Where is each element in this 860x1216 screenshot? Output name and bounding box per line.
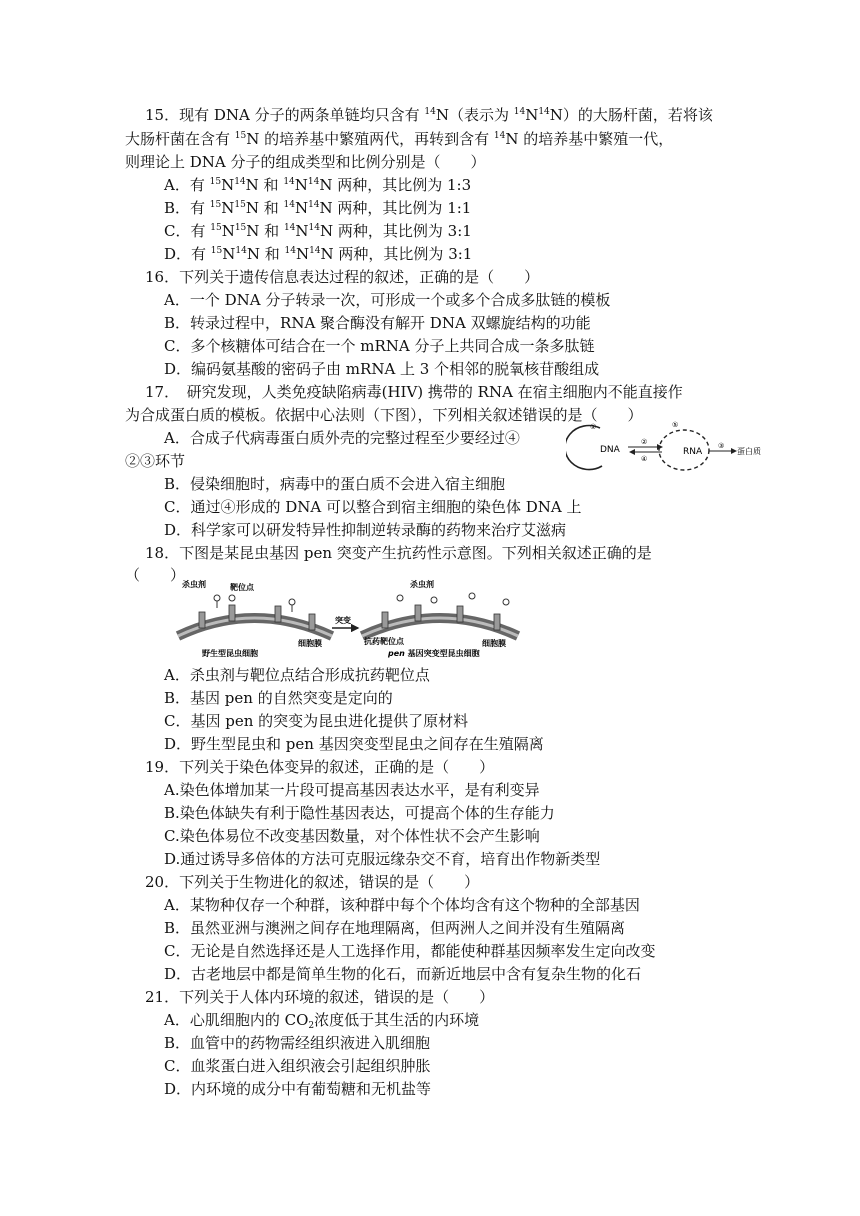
label-4: ④ — [641, 455, 648, 463]
q20-option-d[interactable]: D．古老地层中都是简单生物的化石，而新近地层中含有复杂生物的化石 — [164, 965, 642, 983]
wild-target-protein — [275, 606, 281, 622]
pen-mutation-figure — [172, 578, 524, 660]
q15-option-c[interactable]: C．有 $^{15}N^{15}N$ 和 $^{14}N^{14}N$ 两种，其比例为 3:1 — [164, 222, 472, 240]
wild-target-protein — [199, 612, 205, 628]
q15-option-a[interactable]: A．有 $^{15}N^{14}N$ 和 $^{14}N^{14}N$ 两种，其比例为 1:3 — [164, 176, 472, 194]
label-membrane-right: 细胞膜 — [482, 639, 506, 648]
label-3: ③ — [718, 442, 725, 450]
q19-option-d[interactable]: D.通过诱导多倍体的方法可克服远缘杂交不育，培育出作物新类型 — [164, 850, 601, 868]
q16-option-b[interactable]: B．转录过程中，RNA 聚合酶没有解开 DNA 双螺旋结构的功能 — [164, 314, 591, 332]
insecticide-molecule — [229, 595, 235, 601]
label-membrane-left: 细胞膜 — [298, 639, 322, 648]
wild-target-protein — [309, 614, 315, 630]
insecticide-molecule — [214, 595, 220, 601]
q17-option-a-line2[interactable]: ②③环节 — [125, 452, 186, 470]
q15-stem-line2: 大肠杆菌在含有 $^{15}$N 的培养基中繁殖两代，再转到含有 $^{14}$N 的培养基中繁殖一代， — [125, 130, 674, 148]
q15-stem-line3: 则理论上 DNA 分子的组成类型和比例分别是（ ） — [125, 153, 486, 171]
q15-option-d[interactable]: D．有 $^{15}N^{14}N$ 和 $^{14}N^{14}N$ 两种，其比例为 3:1 — [164, 245, 473, 263]
protein-label: 蛋白质 — [737, 447, 761, 456]
label-resistant-site: 抗药靶位点 — [364, 637, 404, 646]
q17-option-a-line1[interactable]: A．合成子代病毒蛋白质外壳的完整过程至少要经过④ — [164, 429, 520, 447]
q15-stem-line1: 15．现有 DNA 分子的两条单链均只含有 $^{14}$N（表示为 $^{14}N^{14}N$）的大肠杆菌，若将该 — [145, 106, 713, 124]
insecticide-molecule — [289, 599, 295, 605]
label-5: ⑤ — [672, 421, 679, 429]
q21-option-b[interactable]: B．血管中的药物需经组织液进入肌细胞 — [164, 1034, 431, 1052]
q21-option-d[interactable]: D．内环境的成分中有葡萄糖和无机盐等 — [164, 1080, 432, 1098]
replication-arc — [566, 426, 602, 470]
q19-option-a[interactable]: A.染色体增加某一片段可提高基因表达水平，是有利变异 — [164, 781, 540, 799]
q21-option-c[interactable]: C．血浆蛋白进入组织液会引起组织肿胀 — [164, 1057, 431, 1075]
insecticide-molecule — [503, 599, 509, 605]
q15-option-b[interactable]: B．有 $^{15}N^{15}N$ 和 $^{14}N^{14}N$ 两种，其比例为 1:1 — [164, 199, 472, 217]
q16-option-d[interactable]: D．编码氨基酸的密码子由 mRNA 上 3 个相邻的脱氧核苷酸组成 — [164, 360, 600, 378]
label-mutation: 突变 — [335, 616, 351, 625]
q18-stem-line1: 18．下图是某昆虫基因 pen 突变产生抗药性示意图。下列相关叙述正确的是 — [145, 544, 652, 562]
caption-wild-type: 野生型昆虫细胞 — [202, 649, 258, 658]
q18-option-a[interactable]: A．杀虫剂与靶位点结合形成抗药靶位点 — [164, 666, 430, 684]
q16-option-c[interactable]: C．多个核糖体可结合在一个 mRNA 分子上共同合成一条多肽链 — [164, 337, 595, 355]
dna-label: DNA — [600, 445, 620, 455]
q17-option-c[interactable]: C．通过④形成的 DNA 可以整合到宿主细胞的染色体 DNA 上 — [164, 498, 582, 516]
resistant-target-protein — [494, 614, 500, 630]
q18-stem-line2: （ ） — [125, 566, 186, 584]
insecticide-molecule — [469, 593, 475, 599]
resistant-target-protein — [415, 605, 421, 621]
label-target-site: 靶位点 — [230, 583, 254, 592]
q19-option-c[interactable]: C.染色体易位不改变基因数量，对个体性状不会产生影响 — [164, 827, 540, 845]
wild-target-protein — [229, 605, 235, 621]
label-1: ① — [590, 423, 597, 431]
q17-option-d[interactable]: D．科学家可以研发特异性抑制逆转录酶的药物来治疗艾滋病 — [164, 521, 567, 539]
q17-stem-line2: 为合成蛋白质的模板。依据中心法则（下图），下列相关叙述错误的是（ ） — [125, 406, 643, 424]
q18-option-b[interactable]: B．基因 pen 的自然突变是定向的 — [164, 689, 393, 707]
caption-mutant: pen 基因突变型昆虫细胞 — [388, 649, 480, 658]
q16-stem: 16．下列关于遗传信息表达过程的叙述，正确的是（ ） — [145, 268, 540, 286]
q18-option-d[interactable]: D．野生型昆虫和 pen 基因突变型昆虫之间存在生殖隔离 — [164, 735, 544, 753]
insecticide-molecule — [397, 595, 403, 601]
resistant-target-protein — [382, 612, 388, 628]
label-insecticide-right: 杀虫剂 — [410, 580, 434, 589]
q19-option-b[interactable]: B.染色体缺失有利于隐性基因表达，可提高个体的生存能力 — [164, 804, 555, 822]
q18-option-c[interactable]: C．基因 pen 的突变为昆虫进化提供了原材料 — [164, 712, 469, 730]
q20-option-b[interactable]: B．虽然亚洲与澳洲之间存在地理隔离，但两洲人之间并没有生殖隔离 — [164, 919, 626, 937]
label-2: ② — [641, 438, 648, 446]
q17-stem-line1: 17． 研究发现，人类免疫缺陷病毒(HIV) 携带的 RNA 在宿主细胞内不能直接作 — [145, 383, 683, 401]
rna-label: RNA — [683, 447, 703, 457]
label-insecticide-left: 杀虫剂 — [182, 580, 206, 589]
central-dogma-figure — [566, 418, 776, 474]
q17-option-b[interactable]: B．侵染细胞时，病毒中的蛋白质不会进入宿主细胞 — [164, 475, 506, 493]
q21-option-a[interactable]: A．心肌细胞内的 $CO_2$浓度低于其生活的内环境 — [164, 1011, 480, 1031]
q19-stem: 19．下列关于染色体变异的叙述，正确的是（ ） — [145, 758, 495, 776]
q16-option-a[interactable]: A．一个 DNA 分子转录一次，可形成一个或多个合成多肽链的模板 — [164, 291, 611, 309]
q20-stem: 20．下列关于生物进化的叙述，错误的是（ ） — [145, 873, 480, 891]
q20-option-c[interactable]: C．无论是自然选择还是人工选择作用，都能使种群基因频率发生定向改变 — [164, 942, 656, 960]
q20-option-a[interactable]: A．某物种仅存一个种群，该种群中每个个体均含有这个物种的全部基因 — [164, 896, 640, 914]
q21-stem: 21．下列关于人体内环境的叙述，错误的是（ ） — [145, 988, 495, 1006]
insecticide-molecule — [431, 597, 437, 603]
resistant-target-protein — [457, 606, 463, 622]
